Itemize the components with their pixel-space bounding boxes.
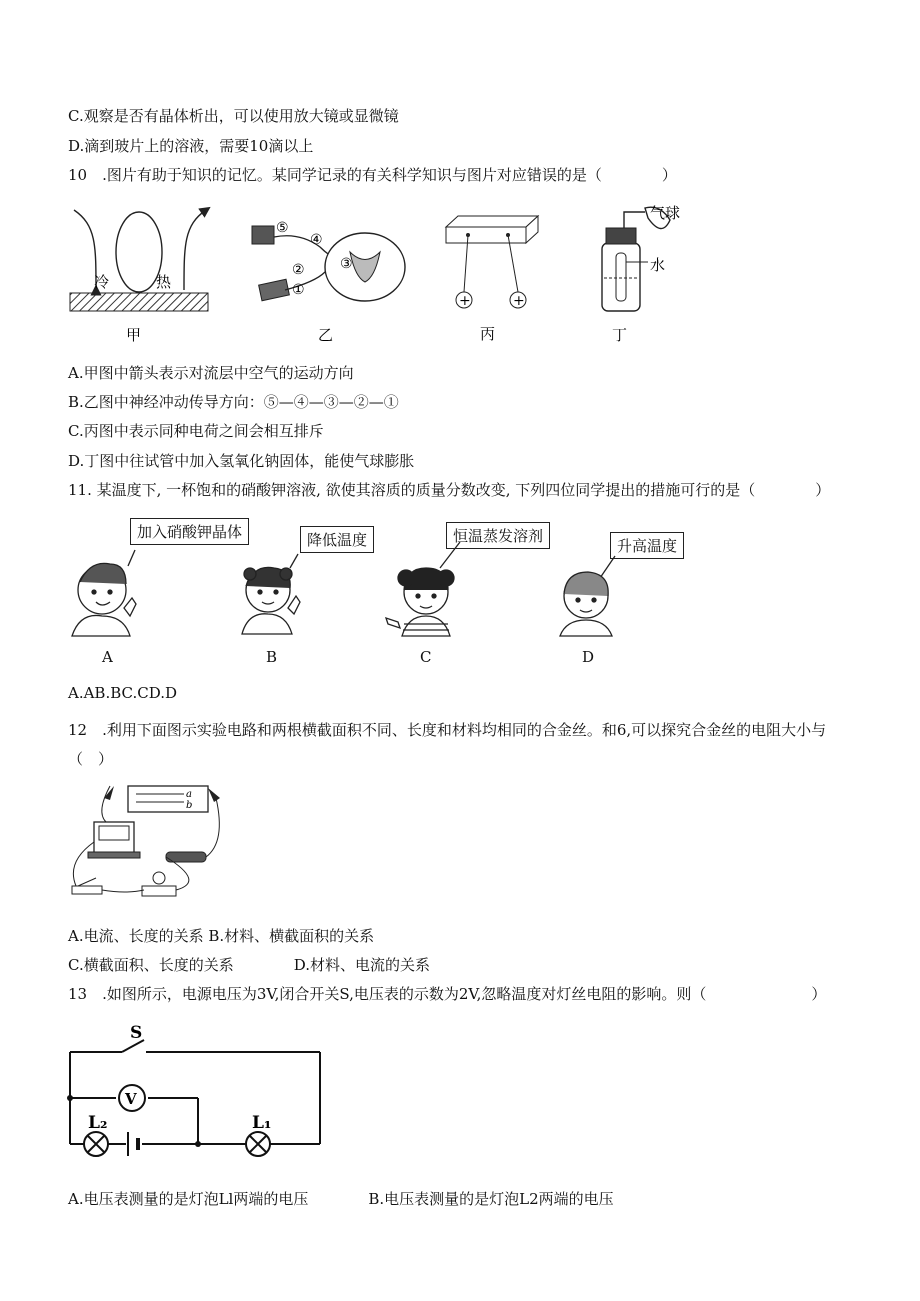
cold-label: 冷 xyxy=(94,273,110,291)
num-2: ② xyxy=(292,262,305,278)
q11-stem: 11. 某温度下, 一杯饱和的硝酸钾溶液, 欲使其溶质的质量分数改变, 下列四位同学提出的措施可行的是（ ） xyxy=(68,481,831,499)
q9-option-d: D.滴到玻片上的溶液，需要10滴以上 xyxy=(68,137,314,155)
kid-a xyxy=(72,550,136,636)
balloon-label: 气球 xyxy=(650,204,681,222)
bubble-d: 升高温度 xyxy=(610,532,684,559)
q9-option-c: C.观察是否有晶体析出，可以使用放大镜或显微镜 xyxy=(68,107,399,125)
fig10-jia xyxy=(66,205,216,345)
q10-option-d: D.丁图中往试管中加入氢氧化钠固体，能使气球膨胀 xyxy=(68,452,415,470)
fig10-ding-caption: 丁 xyxy=(612,326,628,344)
l1-label: L₁ xyxy=(252,1113,272,1133)
bubble-a: 加入硝酸钾晶体 xyxy=(130,518,249,545)
water-label: 水 xyxy=(650,256,666,274)
fig10-jia-caption: 甲 xyxy=(126,326,142,344)
voltmeter-label: V xyxy=(125,1090,137,1108)
num-3: ③ xyxy=(340,256,353,272)
num-5: ⑤ xyxy=(276,220,289,236)
l2-label: L₂ xyxy=(88,1113,108,1133)
fig10-ding xyxy=(590,198,700,348)
fig12-circuit xyxy=(66,782,246,907)
kid-c xyxy=(386,542,460,636)
num-4: ④ xyxy=(310,232,323,248)
q11-answer-options: A.AB.BC.CD.D xyxy=(68,684,177,702)
num-1: ① xyxy=(292,282,305,298)
q13-stem: 13 .如图所示，电源电压为3V,闭合开关S,电压表的示数为2V,忽略温度对灯丝电阻的影响。则（ ） xyxy=(68,985,827,1003)
q10-stem: 10 .图片有助于知识的记忆。某同学记录的有关科学知识与图片对应错误的是（ ） xyxy=(68,166,677,184)
bubble-c: 恒温蒸发溶剂 xyxy=(446,522,550,549)
plus-left: + xyxy=(459,293,471,309)
label-d: D xyxy=(582,648,595,666)
label-b: B xyxy=(266,648,278,666)
fig10-yi xyxy=(240,212,415,347)
label-c: C xyxy=(420,648,432,666)
fig10-bing xyxy=(438,212,548,347)
kid-d xyxy=(560,556,615,636)
bubble-b: 降低温度 xyxy=(300,526,374,553)
switch-label: S xyxy=(130,1023,143,1043)
fig11 xyxy=(60,512,740,672)
q12-options-cd: C.横截面积、长度的关系 D.材料、电流的关系 xyxy=(68,956,430,974)
wire-a-label: a xyxy=(186,789,192,800)
q13-options-ab: A.电压表测量的是灯泡Ll两端的电压 B.电压表测量的是灯泡L2两端的电压 xyxy=(68,1190,614,1208)
fig10-bing-caption: 丙 xyxy=(480,325,496,343)
fig10-yi-caption: 乙 xyxy=(318,326,334,344)
q12-stem-bracket: （ ） xyxy=(68,750,114,768)
q12-stem: 12 .利用下面图示实验电路和两根横截面积不同、长度和材料均相同的合金丝。和6,可以探究合金丝的电阻大小与 xyxy=(68,721,827,739)
label-a: A xyxy=(102,648,113,666)
kid-b xyxy=(242,554,300,634)
q12-options-ab: A.电流、长度的关系 B.材料、横截面积的关系 xyxy=(68,927,375,945)
q10-option-a: A.甲图中箭头表示对流层中空气的运动方向 xyxy=(68,364,354,382)
q10-option-b: B.乙图中神经冲动传导方向：⑤—④—③—②—① xyxy=(68,393,399,411)
fig13-circuit xyxy=(66,1016,331,1166)
plus-right: + xyxy=(513,293,525,309)
q10-option-c: C.丙图中表示同种电荷之间会相互排斥 xyxy=(68,422,324,440)
hot-label: 热 xyxy=(156,273,172,291)
wire-b-label: b xyxy=(186,800,193,811)
